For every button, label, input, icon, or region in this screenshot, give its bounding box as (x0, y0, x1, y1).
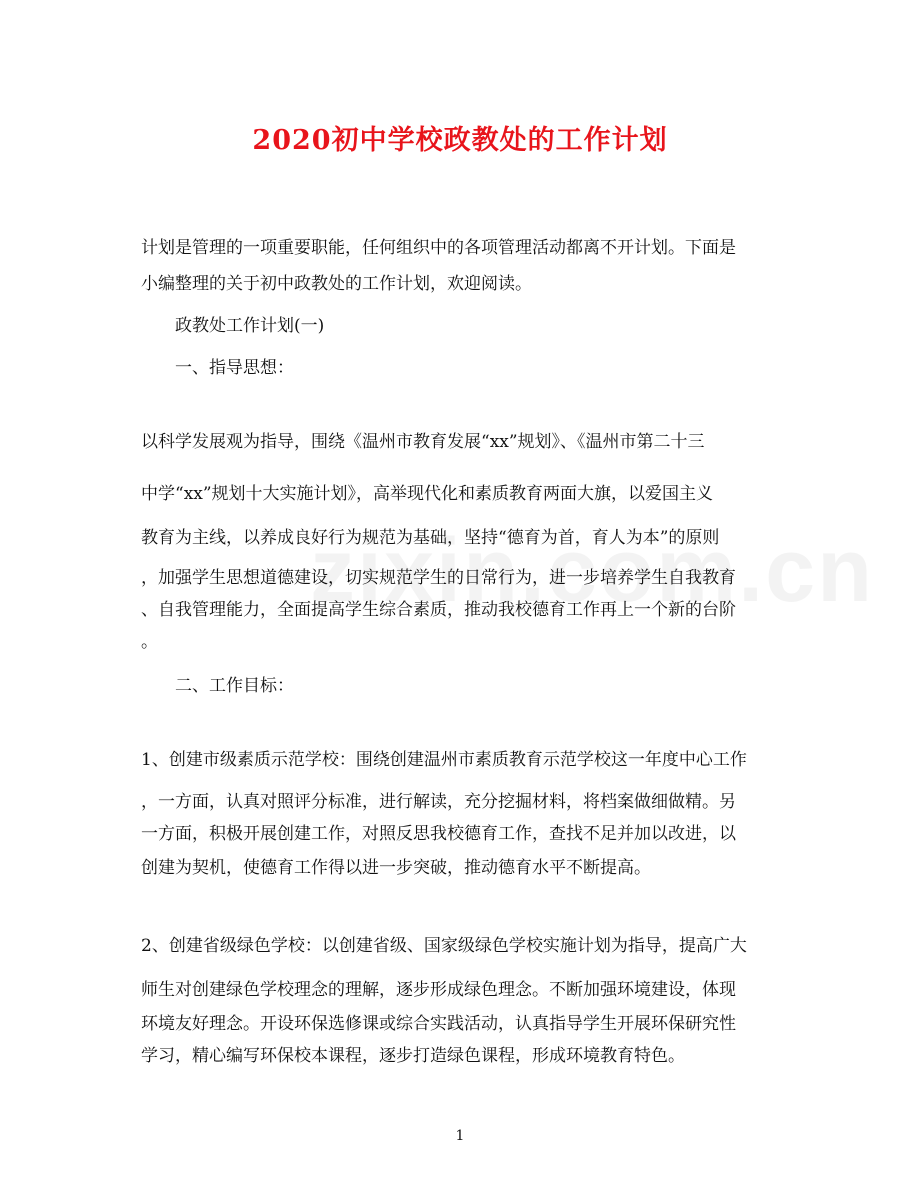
intro-line-2: 小编整理的关于初中政教处的工作计划，欢迎阅读。 (141, 274, 532, 294)
paragraph-line: 中学“xx”规划十大实施计划》，高举现代化和素质教育两面大旗，以爱国主义 (141, 484, 714, 504)
page-number: 1 (455, 1128, 465, 1144)
plan-heading: 政教处工作计划(一) (175, 316, 325, 336)
paragraph-line: 、自我管理能力，全面提高学生综合素质，推动我校德育工作再上一个新的台阶 (141, 600, 736, 620)
paragraph-line: 2、创建省级绿色学校：以创建省级、国家级绿色学校实施计划为指导，提高广大 (141, 936, 747, 956)
paragraph-line: 教育为主线，以养成良好行为规范为基础，坚持“德育为首，育人为本”的原则 (141, 528, 720, 548)
paragraph-line: 学习，精心编写环保校本课程，逐步打造绿色课程，形成环境教育特色。 (141, 1046, 685, 1066)
section-heading-guiding-thought: 一、指导思想： (175, 358, 294, 378)
intro-line-1: 计划是管理的一项重要职能，任何组织中的各项管理活动都离不开计划。下面是 (141, 238, 736, 258)
page-title: 2020初中学校政教处的工作计划 (252, 125, 668, 156)
paragraph-line: 创建为契机，使德育工作得以进一步突破，推动德育水平不断提高。 (141, 858, 651, 878)
paragraph-line: 一方面，积极开展创建工作，对照反思我校德育工作，查找不足并加以改进，以 (141, 824, 736, 844)
paragraph-line: 。 (141, 632, 158, 652)
paragraph-line: 环境友好理念。开设环保选修课或综合实践活动，认真指导学生开展环保研究性 (141, 1014, 736, 1034)
watermark (310, 520, 874, 623)
paragraph-line: 以科学发展观为指导，围绕《温州市教育发展“xx”规划》、《温州市第二十三 (141, 432, 705, 452)
paragraph-line: ，一方面，认真对照评分标准，进行解读，充分挖掘材料，将档案做细做精。另 (141, 792, 736, 812)
paragraph-line: 1、创建市级素质示范学校：围绕创建温州市素质教育示范学校这一年度中心工作 (141, 750, 747, 770)
section-heading-work-goals: 二、工作目标： (175, 676, 294, 696)
paragraph-line: ，加强学生思想道德建设，切实规范学生的日常行为，进一步培养学生自我教育 (141, 568, 736, 588)
paragraph-line: 师生对创建绿色学校理念的理解，逐步形成绿色理念。不断加强环境建设，体现 (141, 980, 736, 1000)
